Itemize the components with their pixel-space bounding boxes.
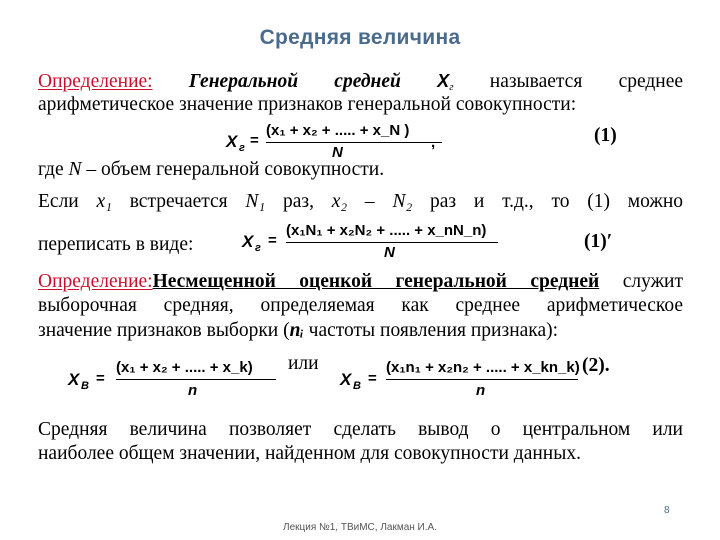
definition-2-line-1 [38,270,683,294]
definition-1-label: Определение: [38,71,153,92]
if-line: Если x₁ встречается N₁ раз, x₂ – N₂ раз и т.д., то (1) можно [38,191,684,212]
definition-2-line-3: значение признаков выборки (nᵢ частоты появления признака): [38,320,559,341]
formula-1-numerator: (x₁ + x₂ + ..... + x_N ) [266,122,410,139]
page-number: 8 [664,505,670,516]
definition-1-rest: называется среднее [489,71,684,92]
formula-2-numerator: (x₁ + x₂ + ..... + x_k) [116,359,253,376]
formula-1-denominator: N [332,144,343,161]
formula-1-number: (1) [594,125,617,146]
conclusion-line-2: наиболее общем значении, найденном для совокупности данных. [38,443,581,464]
definition-2-rest: служит [622,271,684,292]
definition-2-label: Определение: [38,271,153,292]
definition-2-line-2: выборочная средняя, определяемая как среднее арифметическое [38,295,683,316]
where-line: где N – объем генеральной совокупности. [38,159,385,180]
formula-1-prime-numerator: (x₁N₁ + x₂N₂ + ..... + x_nN_n) [286,222,487,239]
footer: Лекция №1, ТВиМС, Лакман И.А. [283,522,437,533]
formula-2-number: (2). [582,355,610,376]
definition-1-term: Генеральной средней [188,71,401,92]
rewrite-text: переписать в виде: [38,234,194,255]
formula-3-numerator: (x₁n₁ + x₂n₂ + ..... + x_kn_k) [386,359,580,376]
formula-1-prime-denominator: N [384,244,395,261]
formula-2-denominator: n [188,382,198,399]
slide-title: Средняя величина [259,26,461,49]
conclusion-line-1: Средняя величина позволяет сделать вывод о центральном или [38,419,683,440]
formula-1-prime-number: (1)′ [584,231,613,252]
formula-3-denominator: n [476,382,486,399]
definition-2-term: Несмещенной оценкой генеральной средней [152,271,600,292]
definition-1-line-2: арифметическое значение признаков генеральной совокупности: [38,94,577,115]
or-text: или [288,353,319,374]
definition-1-symbol: $X_г$ [437,71,454,93]
